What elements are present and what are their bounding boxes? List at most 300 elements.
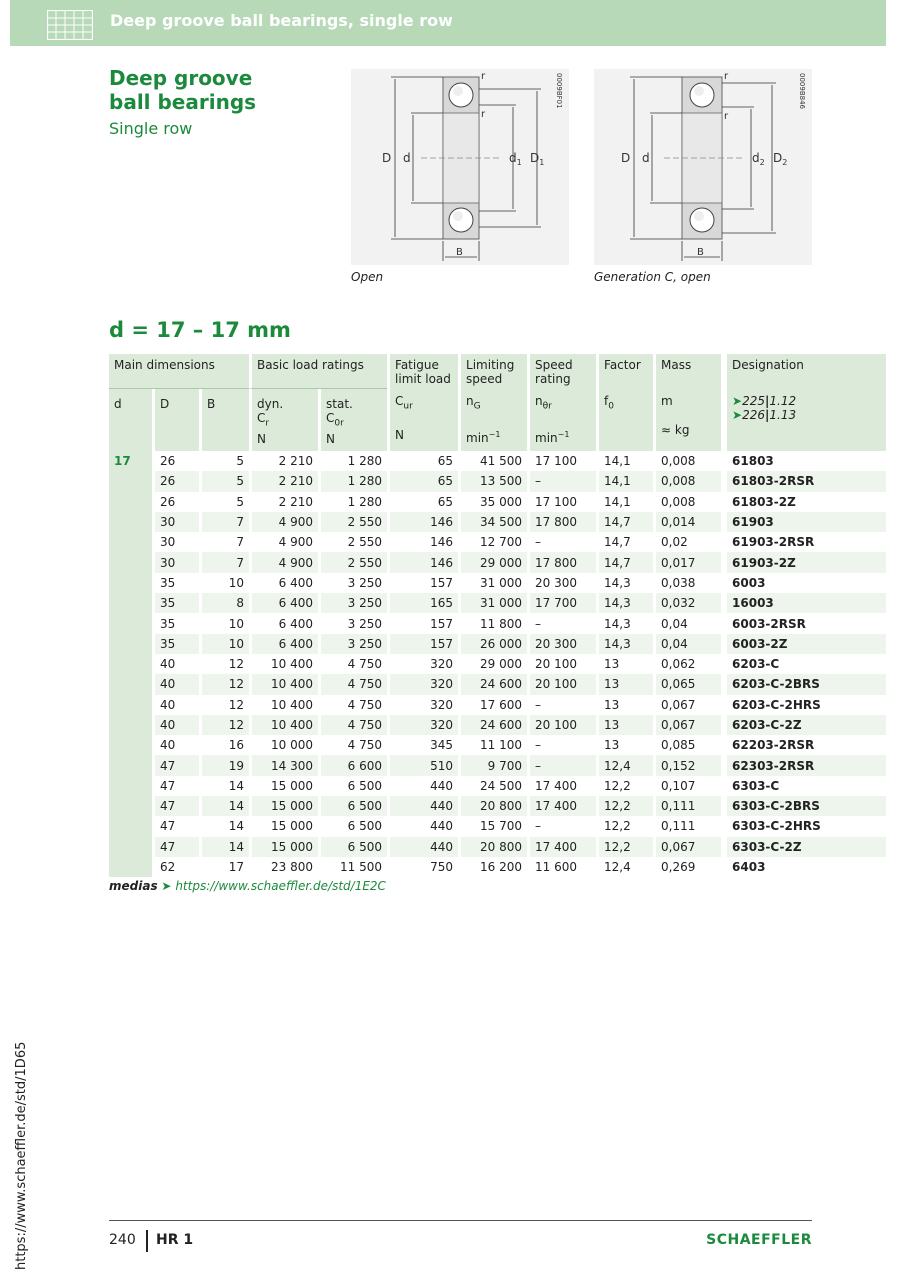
table-cell: 6 500 xyxy=(318,837,387,857)
table-cell: 31 000 xyxy=(458,593,527,613)
table-cell: 440 xyxy=(387,837,458,857)
table-cell: 13 xyxy=(596,715,653,735)
table-cell: 17 400 xyxy=(527,837,596,857)
medias-link-line: medias ➤ https://www.schaeffler.de/std/1E2C xyxy=(109,879,386,893)
table-cell xyxy=(109,613,152,633)
table-cell: 13 xyxy=(596,695,653,715)
designation-cell: 61903 xyxy=(721,512,886,532)
table-cell: 10 xyxy=(199,573,249,593)
svg-text:d: d xyxy=(403,151,411,165)
table-row xyxy=(109,715,886,735)
table-cell: 30 xyxy=(152,552,199,572)
table-cell: 6 400 xyxy=(249,634,318,654)
table-cell: 6 500 xyxy=(318,816,387,836)
table-cell: 10 xyxy=(199,634,249,654)
table-cell: 20 800 xyxy=(458,837,527,857)
table-cell: 14,3 xyxy=(596,573,653,593)
table-cell: 157 xyxy=(387,613,458,633)
table-cell xyxy=(109,816,152,836)
table-cell: 320 xyxy=(387,695,458,715)
table-cell: – xyxy=(527,755,596,775)
table-cell: 2 210 xyxy=(249,471,318,491)
table-cell: 35 xyxy=(152,613,199,633)
designation-cell: 6303-C-2HRS xyxy=(721,816,886,836)
table-cell: 20 800 xyxy=(458,796,527,816)
medias-url-link[interactable]: https://www.schaeffler.de/std/1E2C xyxy=(175,879,386,893)
table-cell: 31 000 xyxy=(458,573,527,593)
side-url[interactable]: https://www.schaeffler.de/std/1D65 xyxy=(14,1041,29,1270)
table-cell: 146 xyxy=(387,532,458,552)
table-cell: 14,3 xyxy=(596,634,653,654)
table-cell: 6 500 xyxy=(318,776,387,796)
table-cell: 17 100 xyxy=(527,492,596,512)
header-fatigue-limit-load: Fatigue limit load $C_{ur}$ N xyxy=(387,354,458,451)
table-cell: 0,008 xyxy=(653,451,721,471)
table-cell: 10 400 xyxy=(249,695,318,715)
table-cell: 40 xyxy=(152,695,199,715)
table-cell: 40 xyxy=(152,674,199,694)
table-cell xyxy=(109,674,152,694)
table-cell: 65 xyxy=(387,451,458,471)
svg-text:d: d xyxy=(642,151,650,165)
table-cell: 10 400 xyxy=(249,715,318,735)
table-row xyxy=(109,837,886,857)
table-cell: 4 750 xyxy=(318,715,387,735)
table-cell: – xyxy=(527,471,596,491)
table-cell: 9 700 xyxy=(458,755,527,775)
table-cell: 11 100 xyxy=(458,735,527,755)
table-cell: 12,4 xyxy=(596,857,653,877)
table-cell: 5 xyxy=(199,492,249,512)
table-cell xyxy=(109,573,152,593)
table-cell: 12,4 xyxy=(596,755,653,775)
header-speed-rating: Speed rating $n_{\theta r}$ $\min^{-1}$ xyxy=(527,354,596,451)
table-cell: 12,2 xyxy=(596,796,653,816)
header-basic-load-ratings: Basic load ratings xyxy=(249,354,387,389)
table-cell: 12,2 xyxy=(596,776,653,796)
table-cell: 14 xyxy=(199,796,249,816)
table-cell: 14 xyxy=(199,816,249,836)
table-cell: 0,038 xyxy=(653,573,721,593)
table-cell: 14 xyxy=(199,837,249,857)
table-cell: 62 xyxy=(152,857,199,877)
designation-cell: 61903-2RSR xyxy=(721,532,886,552)
header-designation: Designation ➤225|1.12 ➤226|1.13 xyxy=(721,354,886,451)
table-cell: 12 xyxy=(199,695,249,715)
table-cell: 4 750 xyxy=(318,735,387,755)
table-cell: 14,1 xyxy=(596,451,653,471)
table-cell: 2 210 xyxy=(249,492,318,512)
table-cell: – xyxy=(527,695,596,715)
table-cell xyxy=(109,715,152,735)
table-cell: 3 250 xyxy=(318,634,387,654)
bearing-drawing-generation-c xyxy=(594,69,812,265)
table-cell: 0,111 xyxy=(653,816,721,836)
table-cell: 10 400 xyxy=(249,674,318,694)
svg-text:d2: $d_2$ xyxy=(752,151,765,167)
table-cell: 35 xyxy=(152,593,199,613)
table-cell: 65 xyxy=(387,492,458,512)
banner-title: Deep groove ball bearings, single row xyxy=(110,11,453,30)
table-row xyxy=(109,492,886,512)
table-cell: 0,111 xyxy=(653,796,721,816)
top-banner xyxy=(10,0,886,46)
table-cell: 14 xyxy=(199,776,249,796)
arrow-icon: ➤ xyxy=(161,879,172,893)
bearing-data-table xyxy=(109,354,886,877)
table-cell: 0,008 xyxy=(653,471,721,491)
svg-text:r: r xyxy=(724,71,729,82)
table-cell: 17 400 xyxy=(527,796,596,816)
table-cell: 320 xyxy=(387,715,458,735)
table-cell: 0,062 xyxy=(653,654,721,674)
table-cell: 26 xyxy=(152,451,199,471)
figure-caption-open: Open xyxy=(351,270,384,284)
table-cell: 13 xyxy=(596,654,653,674)
table-cell: 7 xyxy=(199,512,249,532)
designation-cell: 61803-2RSR xyxy=(721,471,886,491)
table-cell: 15 000 xyxy=(249,837,318,857)
table-cell: 4 750 xyxy=(318,695,387,715)
table-cell: 0,014 xyxy=(653,512,721,532)
table-cell: 0,067 xyxy=(653,695,721,715)
table-cell: 0,269 xyxy=(653,857,721,877)
table-cell: 47 xyxy=(152,837,199,857)
table-cell xyxy=(109,695,152,715)
header-B: B xyxy=(199,389,249,451)
table-cell: 17 xyxy=(199,857,249,877)
table-cell: 12,2 xyxy=(596,816,653,836)
table-cell: 16 200 xyxy=(458,857,527,877)
table-cell: 30 xyxy=(152,532,199,552)
table-cell: 4 900 xyxy=(249,552,318,572)
table-cell: 12 xyxy=(199,715,249,735)
table-cell: 0,02 xyxy=(653,532,721,552)
table-cell: 345 xyxy=(387,735,458,755)
table-row xyxy=(109,613,886,633)
table-cell: 17 800 xyxy=(527,552,596,572)
table-cell: 12 xyxy=(199,654,249,674)
table-cell: 17 800 xyxy=(527,512,596,532)
table-row xyxy=(109,654,886,674)
bearing-drawing-open xyxy=(351,69,569,265)
table-cell: 2 210 xyxy=(249,451,318,471)
table-cell: 14,7 xyxy=(596,552,653,572)
designation-cell: 61803-2Z xyxy=(721,492,886,512)
table-cell: 0,032 xyxy=(653,593,721,613)
table-cell: 14 300 xyxy=(249,755,318,775)
table-cell: 165 xyxy=(387,593,458,613)
designation-cell: 6203-C xyxy=(721,654,886,674)
table-cell: 23 800 xyxy=(249,857,318,877)
svg-text:D2: $D_2$ xyxy=(773,151,788,167)
table-cell xyxy=(109,755,152,775)
svg-text:D: D xyxy=(382,151,392,165)
designation-cell: 6003-2RSR xyxy=(721,613,886,633)
table-cell: 47 xyxy=(152,776,199,796)
table-cell: 15 000 xyxy=(249,776,318,796)
table-cell: 17 xyxy=(109,451,152,471)
header-stat: stat. $C_{0r}$ N xyxy=(318,389,387,451)
page-subtitle: Single row xyxy=(109,119,193,138)
table-cell: 17 600 xyxy=(458,695,527,715)
table-cell: – xyxy=(527,816,596,836)
table-row xyxy=(109,755,886,775)
table-cell: 20 100 xyxy=(527,654,596,674)
table-cell: 10 xyxy=(199,613,249,633)
designation-cell: 6303-C-2Z xyxy=(721,837,886,857)
svg-text:r: r xyxy=(724,111,729,122)
table-cell: 0,067 xyxy=(653,837,721,857)
table-cell: 11 600 xyxy=(527,857,596,877)
table-row xyxy=(109,471,886,491)
svg-text:r: r xyxy=(481,71,486,82)
table-cell: 24 500 xyxy=(458,776,527,796)
table-row xyxy=(109,451,886,471)
table-cell: – xyxy=(527,735,596,755)
table-cell: 440 xyxy=(387,796,458,816)
svg-text:0009BF01: 0009BF01 xyxy=(555,73,563,109)
table-cell: 13 xyxy=(596,735,653,755)
header-d: d xyxy=(109,389,152,451)
svg-text:B: B xyxy=(456,247,463,258)
designation-cell: 16003 xyxy=(721,593,886,613)
svg-text:r: r xyxy=(481,109,486,120)
table-cell: 157 xyxy=(387,573,458,593)
designation-cell: 62203-2RSR xyxy=(721,735,886,755)
table-cell: 6 600 xyxy=(318,755,387,775)
table-cell: 14,7 xyxy=(596,532,653,552)
table-cell: 4 900 xyxy=(249,532,318,552)
table-cell: 34 500 xyxy=(458,512,527,532)
table-cell: 14,3 xyxy=(596,613,653,633)
table-row xyxy=(109,674,886,694)
svg-text:B: B xyxy=(697,247,704,258)
table-cell: 35 000 xyxy=(458,492,527,512)
table-cell xyxy=(109,492,152,512)
table-cell: 157 xyxy=(387,634,458,654)
catalogue-code: HR 1 xyxy=(156,1232,194,1248)
table-cell: 8 xyxy=(199,593,249,613)
table-cell xyxy=(109,552,152,572)
table-cell xyxy=(109,837,152,857)
table-cell: 2 550 xyxy=(318,552,387,572)
table-cell: 6 400 xyxy=(249,593,318,613)
table-cell: 1 280 xyxy=(318,451,387,471)
page-reference-link[interactable]: ➤226|1.13 xyxy=(732,408,797,422)
table-cell: 19 xyxy=(199,755,249,775)
table-cell: 0,008 xyxy=(653,492,721,512)
table-row xyxy=(109,593,886,613)
table-cell: 750 xyxy=(387,857,458,877)
table-cell xyxy=(109,776,152,796)
table-cell: 47 xyxy=(152,796,199,816)
designation-cell: 6303-C-2BRS xyxy=(721,796,886,816)
table-cell xyxy=(109,593,152,613)
table-cell xyxy=(109,512,152,532)
svg-text:d1: $d_1$ xyxy=(509,151,522,167)
table-cell: 14,3 xyxy=(596,593,653,613)
table-cell: 24 600 xyxy=(458,674,527,694)
table-cell: 6 400 xyxy=(249,613,318,633)
table-cell: 1 280 xyxy=(318,492,387,512)
table-cell: 1 280 xyxy=(318,471,387,491)
page-number: 240 xyxy=(109,1232,136,1248)
table-cell: 2 550 xyxy=(318,512,387,532)
table-cell: 15 000 xyxy=(249,796,318,816)
table-cell: – xyxy=(527,613,596,633)
table-cell: 0,067 xyxy=(653,715,721,735)
table-cell: 29 000 xyxy=(458,552,527,572)
header-main-dimensions: Main dimensions xyxy=(109,354,249,389)
table-cell: 5 xyxy=(199,451,249,471)
table-cell: 4 750 xyxy=(318,674,387,694)
table-cell: 35 xyxy=(152,573,199,593)
header-dyn: dyn. $C_r$ N xyxy=(249,389,318,451)
table-cell: 6 500 xyxy=(318,796,387,816)
designation-cell: 6303-C xyxy=(721,776,886,796)
table-cell: – xyxy=(527,532,596,552)
table-cell: 0,152 xyxy=(653,755,721,775)
table-cell: 20 300 xyxy=(527,634,596,654)
table-cell: 47 xyxy=(152,755,199,775)
table-cell: 12 700 xyxy=(458,532,527,552)
table-cell: 320 xyxy=(387,654,458,674)
table-cell: 40 xyxy=(152,735,199,755)
table-row xyxy=(109,573,886,593)
table-cell: 26 xyxy=(152,492,199,512)
table-cell: 146 xyxy=(387,552,458,572)
table-cell: 24 600 xyxy=(458,715,527,735)
table-cell: 4 900 xyxy=(249,512,318,532)
table-cell: 11 500 xyxy=(318,857,387,877)
table-row xyxy=(109,552,886,572)
table-cell: 146 xyxy=(387,512,458,532)
designation-cell: 6003 xyxy=(721,573,886,593)
table-cell: 35 xyxy=(152,634,199,654)
table-row xyxy=(109,857,886,877)
table-cell xyxy=(109,532,152,552)
table-row xyxy=(109,776,886,796)
header-mass: Mass m ≈ kg xyxy=(653,354,721,451)
table-cell: 30 xyxy=(152,512,199,532)
designation-cell: 6003-2Z xyxy=(721,634,886,654)
designation-cell: 6203-C-2HRS xyxy=(721,695,886,715)
designation-cell: 6203-C-2BRS xyxy=(721,674,886,694)
table-cell: 0,04 xyxy=(653,634,721,654)
table-cell: 15 000 xyxy=(249,816,318,836)
table-cell: 17 700 xyxy=(527,593,596,613)
table-cell: 40 xyxy=(152,654,199,674)
bore-range-title: d = 17 – 17 mm xyxy=(109,318,291,342)
table-cell: 7 xyxy=(199,552,249,572)
designation-cell: 61803 xyxy=(721,451,886,471)
table-row xyxy=(109,512,886,532)
table-cell: 0,065 xyxy=(653,674,721,694)
footer-divider xyxy=(109,1220,812,1221)
table-grid-icon xyxy=(47,10,93,40)
table-row xyxy=(109,816,886,836)
table-cell: 10 400 xyxy=(249,654,318,674)
designation-cell: 61903-2Z xyxy=(721,552,886,572)
table-cell: 10 000 xyxy=(249,735,318,755)
brand-logo: SCHAEFFLER xyxy=(706,1232,812,1248)
table-cell: 29 000 xyxy=(458,654,527,674)
table-cell: 20 100 xyxy=(527,715,596,735)
table-cell: 4 750 xyxy=(318,654,387,674)
table-cell: 2 550 xyxy=(318,532,387,552)
page-title: Deep groove ball bearings xyxy=(109,66,257,114)
table-cell: 26 000 xyxy=(458,634,527,654)
table-cell: 320 xyxy=(387,674,458,694)
table-cell: 440 xyxy=(387,816,458,836)
table-cell: 3 250 xyxy=(318,573,387,593)
table-row xyxy=(109,735,886,755)
table-cell: 12,2 xyxy=(596,837,653,857)
designation-cell: 6203-C-2Z xyxy=(721,715,886,735)
table-cell: 0,017 xyxy=(653,552,721,572)
designation-cell: 6403 xyxy=(721,857,886,877)
table-cell: 20 300 xyxy=(527,573,596,593)
header-factor: Factor $f_0$ xyxy=(596,354,653,451)
table-cell: 5 xyxy=(199,471,249,491)
table-cell: 13 xyxy=(596,674,653,694)
table-cell: 13 500 xyxy=(458,471,527,491)
table-cell xyxy=(109,471,152,491)
table-cell: 0,085 xyxy=(653,735,721,755)
table-cell: 3 250 xyxy=(318,593,387,613)
table-cell: 26 xyxy=(152,471,199,491)
footer-separator xyxy=(146,1230,148,1252)
table-cell: 0,04 xyxy=(653,613,721,633)
table-row xyxy=(109,634,886,654)
table-row xyxy=(109,695,886,715)
svg-text:D1: $D_1$ xyxy=(530,151,545,167)
table-cell: 14,1 xyxy=(596,471,653,491)
table-cell: 17 100 xyxy=(527,451,596,471)
header-D: D xyxy=(152,389,199,451)
table-cell: 16 xyxy=(199,735,249,755)
table-row xyxy=(109,796,886,816)
table-cell xyxy=(109,735,152,755)
table-cell: 11 800 xyxy=(458,613,527,633)
table-cell: 440 xyxy=(387,776,458,796)
table-cell: 510 xyxy=(387,755,458,775)
table-cell: 41 500 xyxy=(458,451,527,471)
table-cell: 14,7 xyxy=(596,512,653,532)
table-cell: 15 700 xyxy=(458,816,527,836)
table-body xyxy=(109,451,886,877)
table-cell xyxy=(109,634,152,654)
table-cell: 40 xyxy=(152,715,199,735)
table-cell xyxy=(109,857,152,877)
table-cell: 17 400 xyxy=(527,776,596,796)
designation-cell: 62303-2RSR xyxy=(721,755,886,775)
table-cell: 6 400 xyxy=(249,573,318,593)
table-cell: 0,107 xyxy=(653,776,721,796)
page-reference-link[interactable]: ➤225|1.12 xyxy=(732,394,797,408)
table-cell: 7 xyxy=(199,532,249,552)
table-cell: 47 xyxy=(152,816,199,836)
table-cell xyxy=(109,654,152,674)
table-cell: 14,1 xyxy=(596,492,653,512)
svg-text:0009B846: 0009B846 xyxy=(798,73,806,109)
figure-caption-generation-c: Generation C, open xyxy=(594,270,711,284)
table-cell: 3 250 xyxy=(318,613,387,633)
table-cell xyxy=(109,796,152,816)
table-row xyxy=(109,532,886,552)
svg-text:D: D xyxy=(621,151,631,165)
